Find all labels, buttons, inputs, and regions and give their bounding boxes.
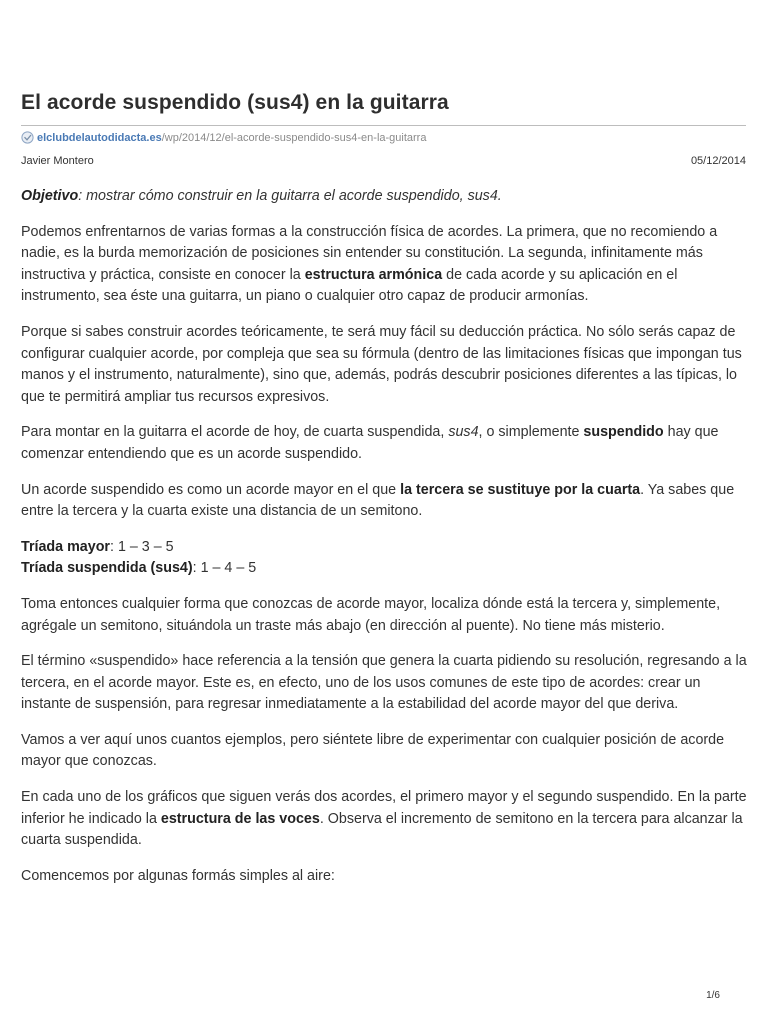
- p4-bold: la tercera se sustituye por la cuarta: [400, 481, 641, 498]
- article-body: [21, 186, 749, 901]
- globe-icon: [21, 131, 34, 144]
- objective-text: : mostrar cómo construir en la guitarra el acorde suspendido, sus4.: [78, 188, 502, 204]
- paragraph-3: [21, 422, 749, 465]
- major-triad-label: Tríada mayor: [21, 538, 110, 555]
- paragraph-4: [21, 480, 749, 523]
- paragraph-5: Toma entonces cualquier forma que conozcas de acorde mayor, localiza dónde está la tercera y, simplemente, agrégale un semitono, situándola un traste más abajo (en dirección al puente). No tiene más misterio.: [21, 595, 721, 634]
- source-path[interactable]: /wp/2014/12/el-acorde-suspendido-sus4-en-la-guitarra: [161, 131, 427, 144]
- author-name: Javier Montero: [21, 155, 94, 167]
- paragraph-7: Vamos a ver aquí unos cuantos ejemplos, pero siéntete libre de experimentar con cualquier posición de acorde mayor que conozcas.: [21, 731, 725, 770]
- title-divider: [21, 125, 746, 126]
- publish-date: 05/12/2014: [690, 155, 746, 167]
- p3-text-e: hay que comenzar entendiendo que es un acorde suspendido.: [21, 424, 719, 462]
- sus-triad-value: : 1 – 4 – 5: [192, 560, 257, 577]
- source-link[interactable]: [21, 131, 426, 144]
- objective-label: Objetivo: [21, 188, 79, 204]
- p4-text-a: Un acorde suspendido es como un acorde mayor en el que: [21, 481, 401, 498]
- p3-bold: suspendido: [583, 424, 664, 441]
- triads-paragraph: [21, 537, 749, 580]
- p8-text-a: En cada uno de los gráficos que siguen verás dos acordes, el primero mayor y el segundo suspendido. En la parte inferior he indicado la: [21, 789, 747, 827]
- p8-text-c: . Observa el incremento de semitono en la tercera para alcanzar la cuarta suspendida.: [21, 810, 743, 849]
- p4-text-c: . Ya sabes que entre la tercera y la cuarta existe una distancia de un semitono.: [21, 481, 735, 520]
- paragraph-6: El término «suspendido» hace referencia a la tensión que genera la cuarta pidiendo su resolución, regresando a la tercera, en el acorde mayor. Este es, en efecto, uno de los usos comunes de este tipo de acordes: crear un instante de suspensión, para regresar inmediatamente a la estabilidad del acorde mayor del que deriva.: [21, 653, 747, 713]
- page-number: 1/6: [706, 990, 720, 1001]
- source-domain[interactable]: elclubdelautodidacta.es: [37, 131, 162, 144]
- major-triad-value: : 1 – 3 – 5: [110, 538, 174, 555]
- sus-triad-label: Tríada suspendida (sus4): [21, 560, 193, 577]
- page-title: El acorde suspendido (sus4) en la guitarra: [21, 91, 449, 114]
- p1-text-c: de cada acorde y su aplicación en el instrumento, sea éste una guitarra, un piano o cualquier otro capaz de producir armonías.: [21, 266, 678, 305]
- p3-italic: sus4: [448, 424, 479, 441]
- p1-text-a: Podemos enfrentarnos de varias formas a la construcción física de acordes. La primera, que no recomiendo a nadie, es la burda memorización de posiciones sin entender su constitución. La segunda, infinitamente más instructiva y práctica, consiste en conocer la: [21, 223, 718, 283]
- p3-text-c: , o simplemente: [478, 424, 584, 441]
- paragraph-1: [21, 222, 749, 308]
- paragraph-8: [21, 787, 749, 852]
- p8-bold: estructura de las voces: [160, 810, 320, 827]
- p1-bold: estructura armónica: [304, 266, 443, 283]
- paragraph-2: Porque si sabes construir acordes teóricamente, te será muy fácil su deducción práctica. No sólo serás capaz de configurar cualquier acorde, por compleja que sea su fórmula (dentro de las limitaciones físicas que impongan tus manos y el instrumento, naturalmente), sino que, además, podrás descubrir posiciones diferentes a las típicas, lo que te permitirá ampliar tus recursos expresivos.: [21, 323, 742, 405]
- p3-text-a: Para montar en la guitarra el acorde de hoy, de cuarta suspendida,: [21, 424, 449, 441]
- paragraph-9: Comencemos por algunas formás simples al aire:: [21, 867, 335, 884]
- objective-paragraph: [21, 186, 749, 208]
